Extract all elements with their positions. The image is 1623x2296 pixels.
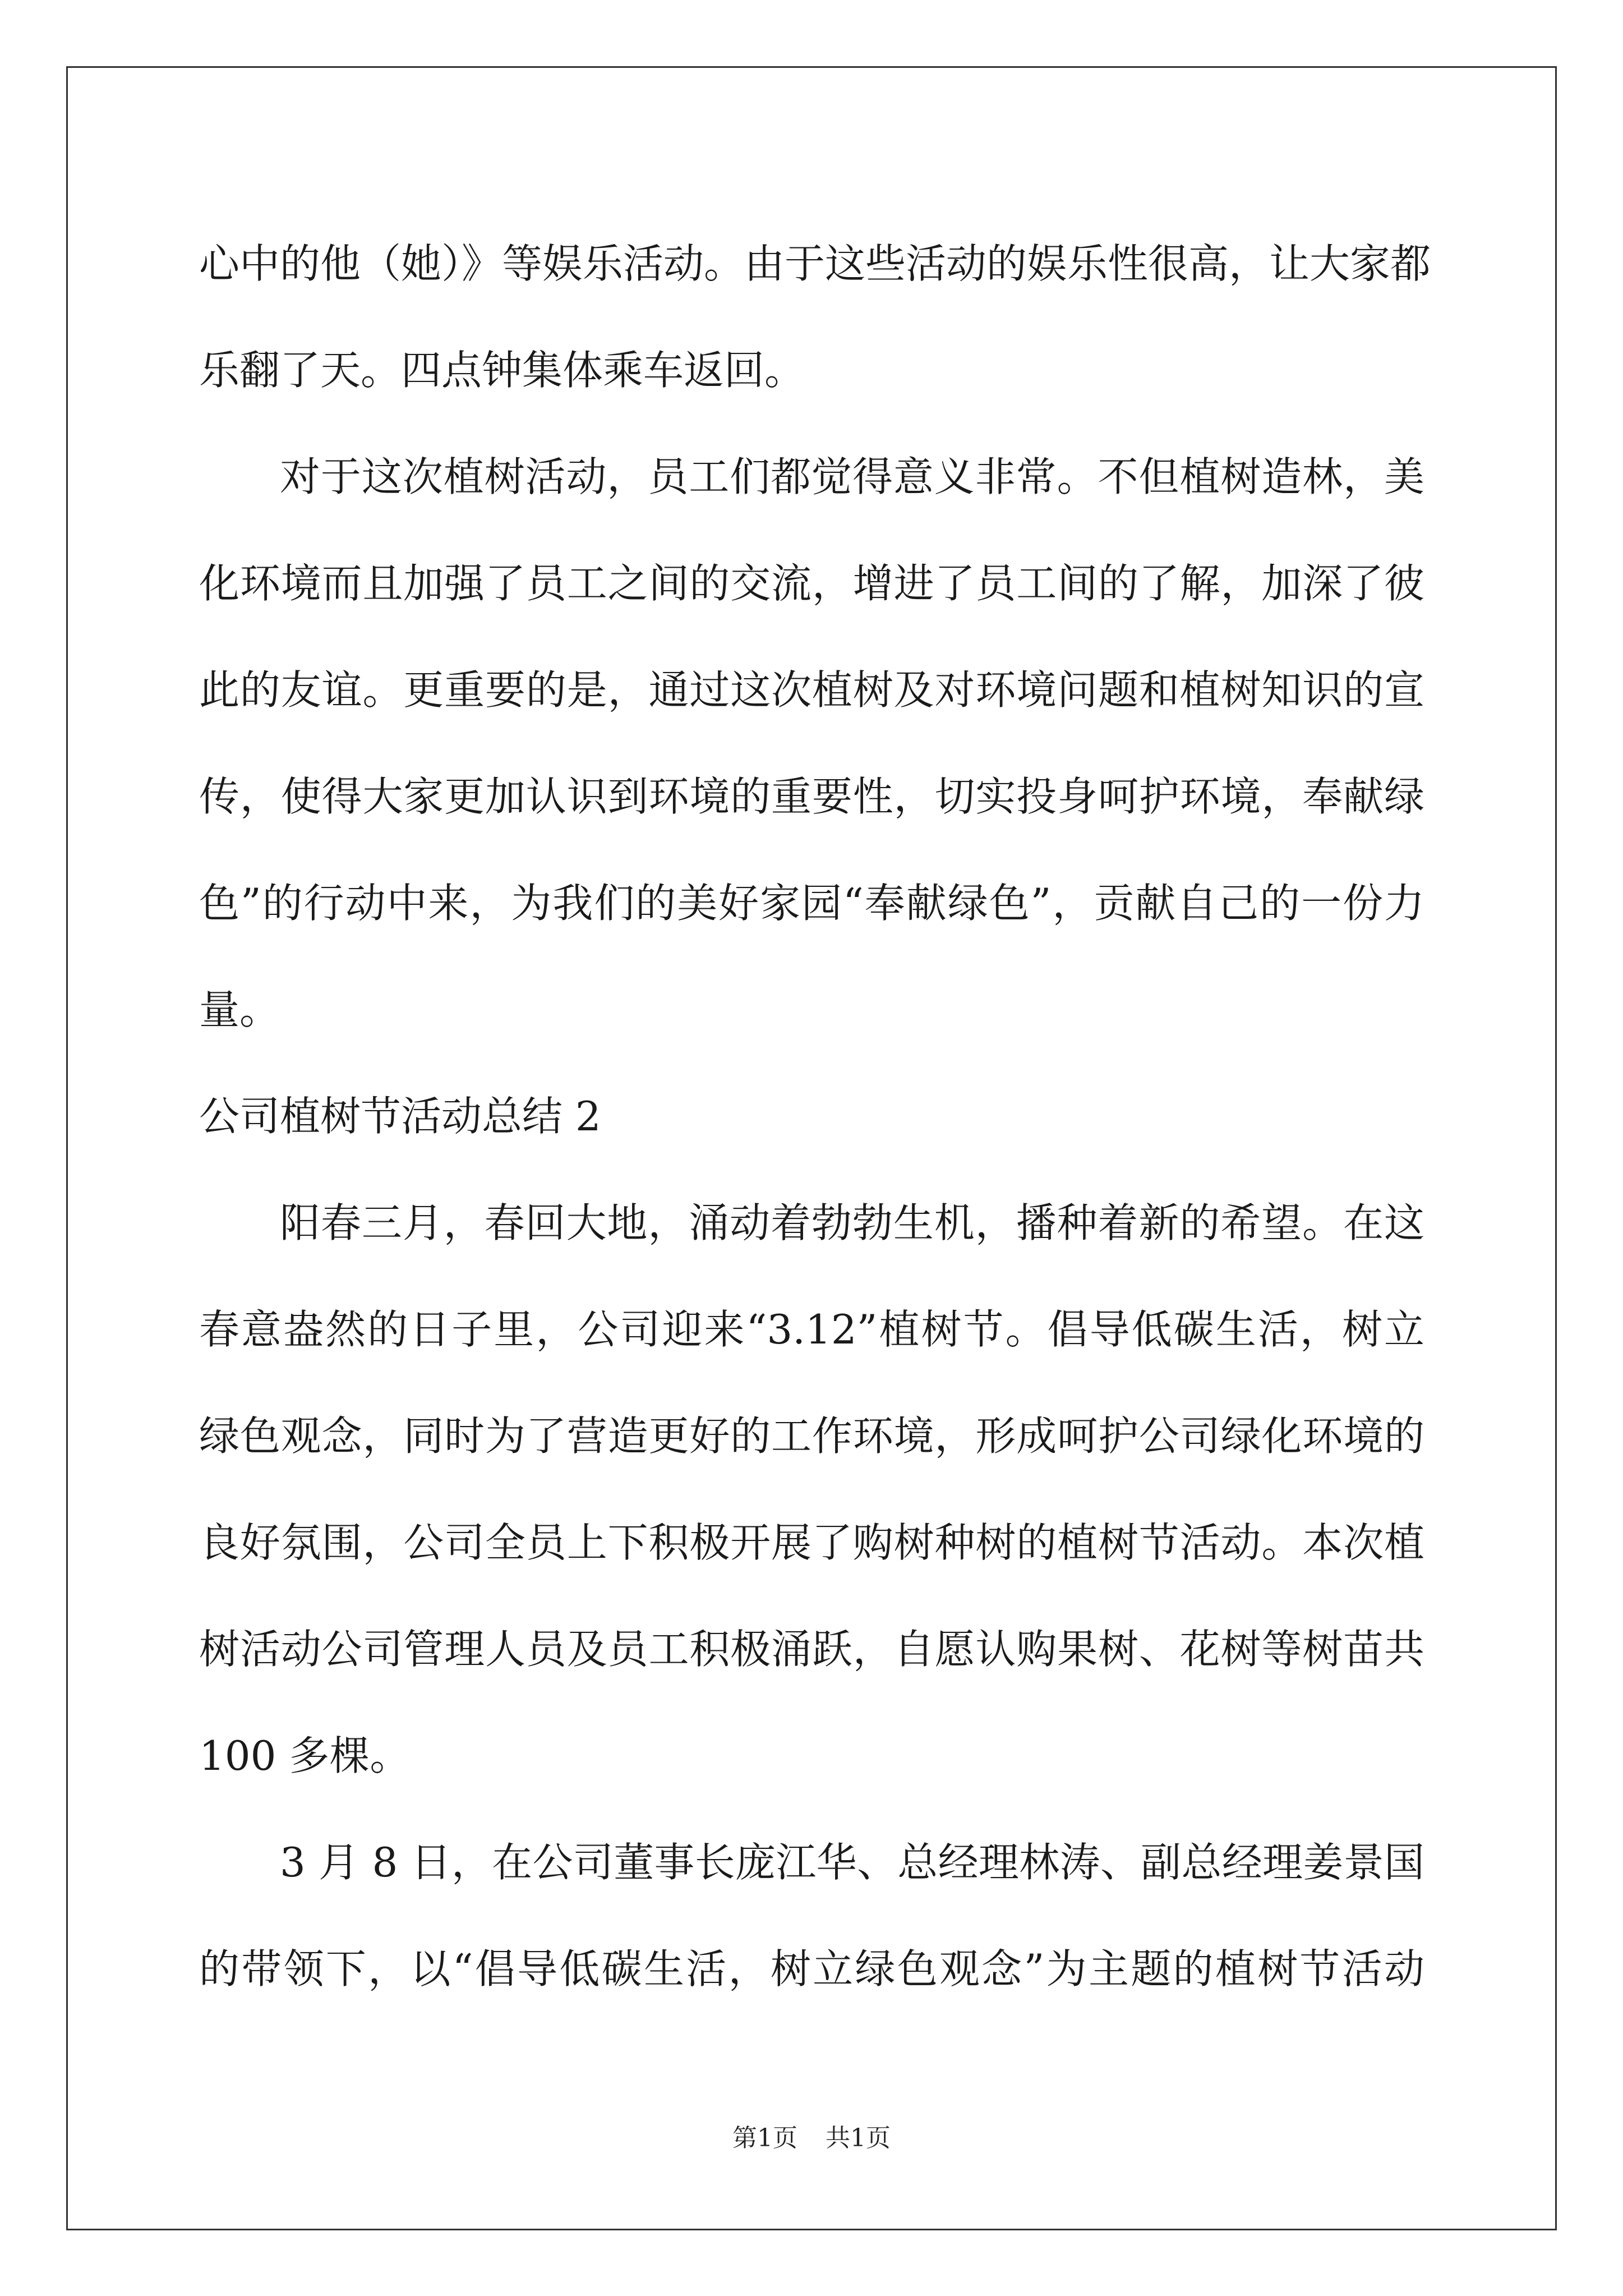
text-line: 传，使得大家更加认识到环境的重要性，切实投身呵护环境，奉献绿 [199, 773, 1424, 820]
text-line: 心中的他（她）》等娱乐活动。由于这些活动的娱乐性很高，让大家都 [199, 240, 1431, 287]
text-line: 乐翻了天。四点钟集体乘车返回。 [199, 347, 805, 394]
text-line: 春意盎然的日子里，公司迎来“3.12”植树节。倡导低碳生活，树立 [199, 1306, 1424, 1353]
paragraph-first-line: 3 月 8 日，在公司董事长庞江华、总经理林涛、副总经理姜景国 [280, 1839, 1424, 1886]
text-line: 此的友谊。更重要的是，通过这次植树及对环境问题和植树知识的宣 [199, 666, 1424, 714]
text-line: 绿色观念，同时为了营造更好的工作环境，形成呵护公司绿化环境的 [199, 1412, 1424, 1460]
page-number: 第1页 [732, 2124, 797, 2152]
paragraph-first-line: 阳春三月，春回大地，涌动着勃勃生机，播种着新的希望。在这 [280, 1199, 1424, 1246]
paragraph-first-line: 对于这次植树活动，员工们都觉得意义非常。不但植树造林，美 [280, 453, 1424, 500]
page-total: 共1页 [826, 2124, 891, 2152]
page-footer [0, 2118, 1623, 2154]
text-line: 树活动公司管理人员及员工积极涌跃，自愿认购果树、花树等树苗共 [199, 1626, 1424, 1673]
text-line: 量。 [199, 986, 280, 1033]
text-line: 色”的行动中来，为我们的美好家园“奉献绿色”，贡献自己的一份力 [199, 880, 1424, 927]
text-line: 良好氛围，公司全员上下积极开展了购树种树的植树节活动。本次植 [199, 1519, 1424, 1566]
section-heading: 公司植树节活动总结 2 [199, 1093, 601, 1140]
text-line: 化环境而且加强了员工之间的交流，增进了员工间的了解，加深了彼 [199, 560, 1424, 607]
text-line: 100 多棵。 [199, 1732, 411, 1779]
document-body [199, 210, 1431, 2022]
text-line: 的带领下，以“倡导低碳生活，树立绿色观念”为主题的植树节活动 [199, 1945, 1424, 1993]
